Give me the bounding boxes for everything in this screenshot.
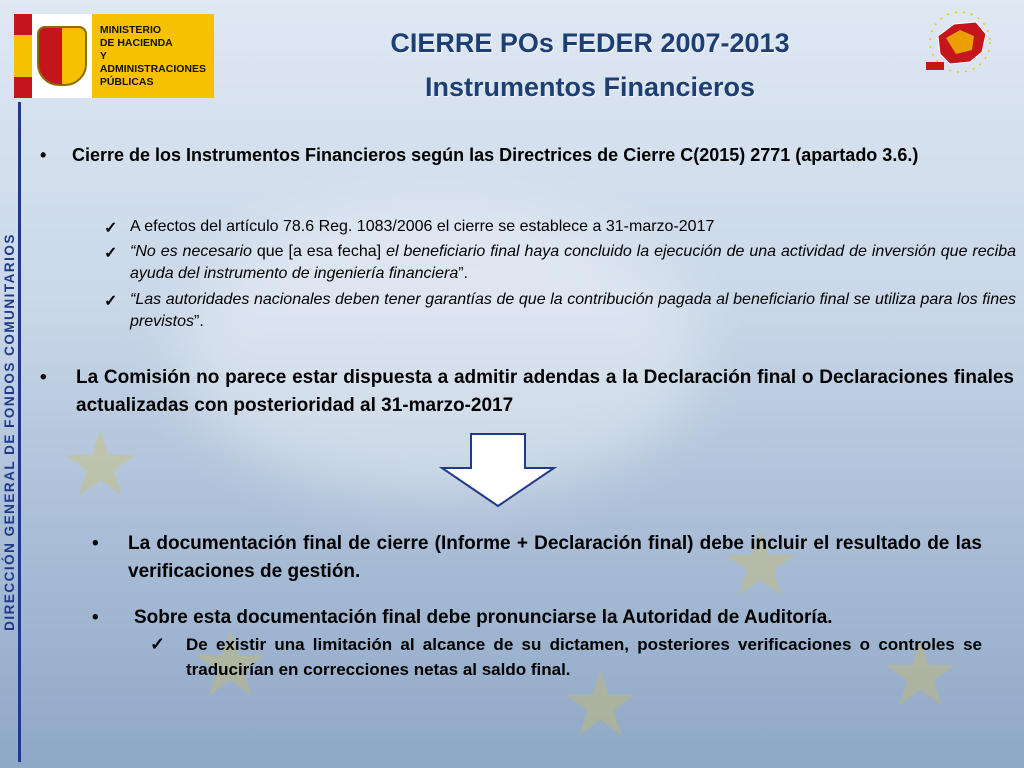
spain-flag-icon (14, 14, 32, 98)
bullet-icon: • (92, 533, 99, 554)
bullet-icon: • (92, 607, 99, 628)
background-star: ★ (720, 515, 801, 615)
ministry-logo (14, 14, 214, 98)
background-star: ★ (560, 655, 641, 755)
slide-subtitle: Instrumentos Financieros (424, 72, 756, 102)
bullet-text: Sobre esta documentación final debe pronunciarse la Autoridad de Auditoría. (134, 607, 833, 628)
bullet-item-audit (92, 604, 982, 632)
sidebar-vertical-banner (2, 102, 21, 762)
bullet-item-commission (40, 364, 1014, 420)
down-arrow-icon (438, 432, 558, 508)
coat-of-arms-icon (32, 14, 92, 98)
slide-title: CIERRE POs FEDER 2007-2013 (390, 28, 790, 58)
background-star: ★ (60, 415, 141, 515)
check-item-text: A efectos del artículo 78.6 Reg. 1083/2006 el cierre se establece a 31-marzo-2017 (130, 218, 715, 235)
check-icon: ✓ (104, 293, 118, 310)
bullet-text: La documentación final de cierre (Informe + Declaración final) debe incluir el resultado de las verificaciones de gestión. (128, 533, 982, 582)
check-item-text: De existir una limitación al alcance de su dictamen, posteriores verificaciones o controles se traducirían en correcciones netas al saldo final. (186, 635, 982, 679)
sidebar-label: DIRECCIÓN GENERAL DE FONDOS COMUNITARIOS (2, 233, 17, 631)
check-item-text: “Las autoridades nacionales deben tener garantías de que la contribución pagada al beneficiario final se utiliza para los fines previstos”. (130, 291, 1016, 330)
background-star: ★ (190, 615, 271, 715)
check-item-text: “No es necesario que [a esa fecha] el beneficiario final haya concluido la ejecución de una actividad de inversión que reciba ayuda del instrumento de ingeniería financiera”. (130, 243, 1016, 282)
bullet-text: La Comisión no parece estar dispuesta a admitir adendas a la Declaración final o Declaraciones finales actualizadas con posterioridad al 31-marzo-2017 (76, 367, 1014, 416)
bullet-item-documentation (92, 530, 982, 586)
bullet-item-closure (40, 142, 1014, 169)
ministry-name: MINISTERIO DE HACIENDA Y ADMINISTRACIONES PÚBLICAS (92, 14, 214, 98)
check-icon: ✓ (104, 245, 118, 262)
check-icon: ✓ (104, 220, 118, 237)
background-star: ★ (880, 625, 961, 725)
bullet-icon: • (40, 145, 47, 165)
check-icon: ✓ (150, 634, 166, 654)
bullet-text: Cierre de los Instrumentos Financieros según las Directrices de Cierre C(2015) 2771 (apartado 3.6.) (72, 145, 919, 165)
bullet-icon: • (40, 367, 47, 388)
